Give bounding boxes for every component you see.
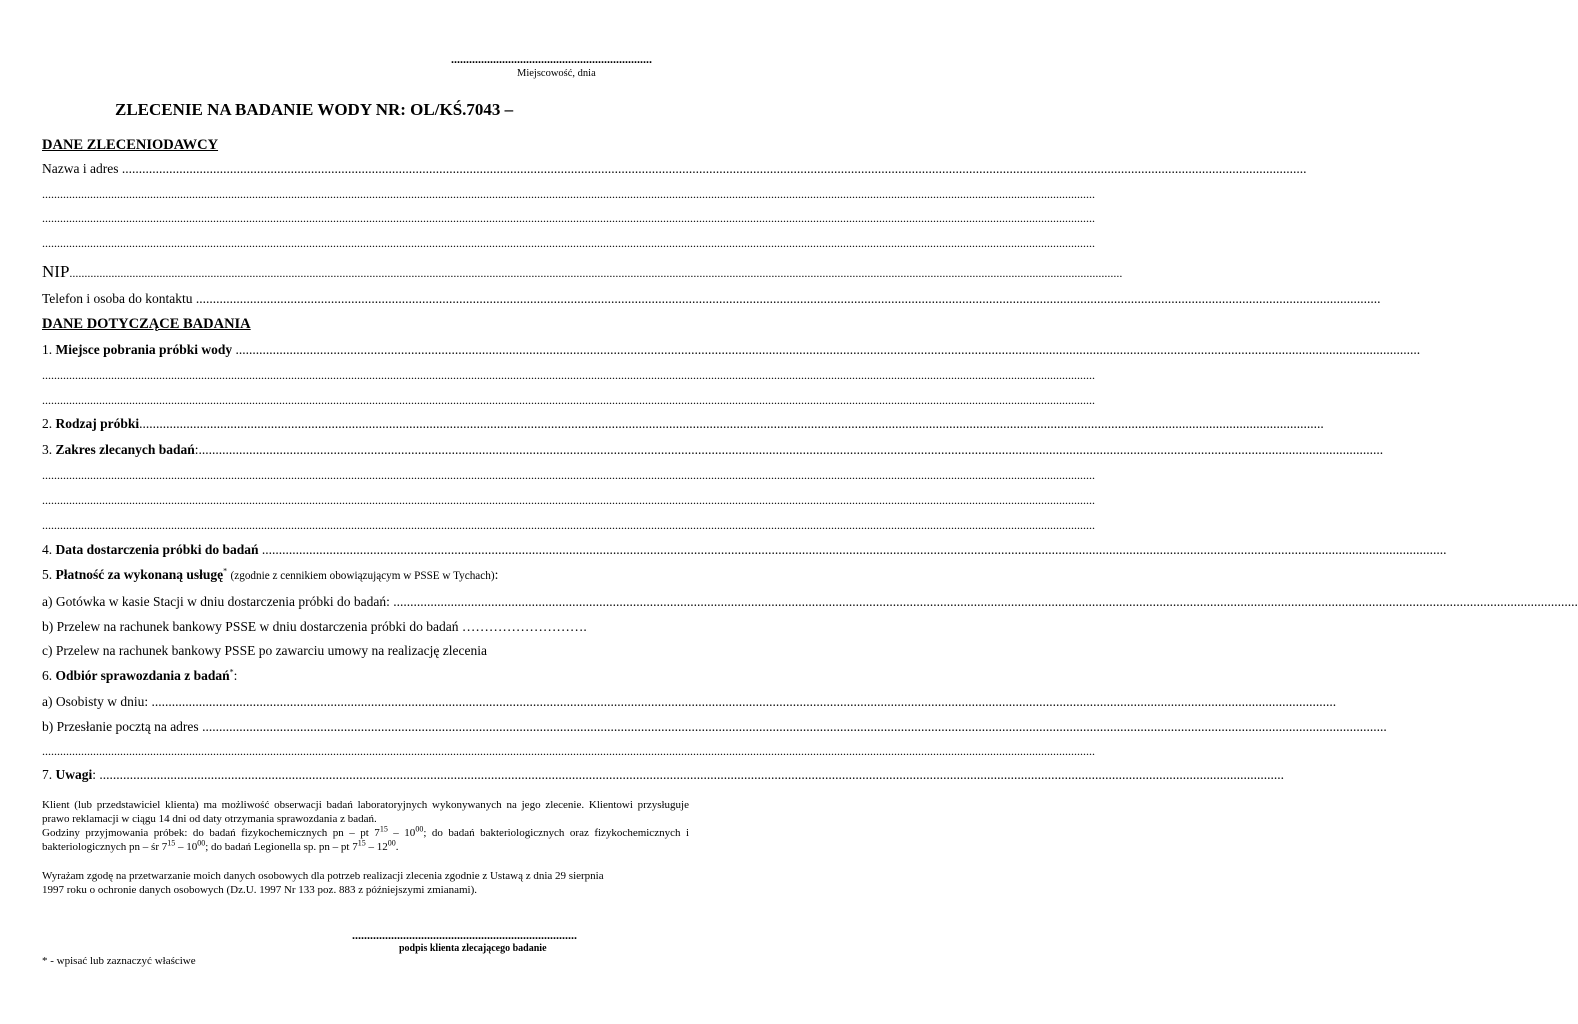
study-section-heading: DANE DOTYCZĄCE BADANIA	[42, 316, 251, 332]
fill-dots: ...............................................................................................................................................................................................................................................................................................................................................................	[393, 594, 1578, 609]
delivery-date-field[interactable]	[42, 542, 1447, 558]
payment-option-transfer-contract[interactable]	[42, 643, 687, 659]
report-mail-field[interactable]	[42, 719, 1387, 735]
signature-line[interactable]: ...........................................................................	[352, 928, 577, 942]
fill-dots: ...............................................................................................................................................................................................................................................................................................................................................................	[198, 442, 1384, 457]
scope-line-3[interactable]: ...............................................................................................................................................................................................................................................................................................................................................................	[42, 493, 1095, 507]
fill-dots: ...............................................................................................................................................................................................................................................................................................................................................................	[69, 266, 1123, 280]
payment-option-cash-label: a) Gotówka w kasie Stacji w dniu dostarczenia próbki do badań:	[42, 594, 390, 609]
place-date-label: Miejscowość, dnia	[517, 68, 596, 79]
fill-dots: ...............................................................................................................................................................................................................................................................................................................................................................	[121, 161, 1307, 176]
colon: :	[494, 567, 499, 582]
place-date-dots: ...................................................................	[451, 52, 652, 66]
sampling-place-field[interactable]	[42, 342, 1421, 358]
nip-label: NIP	[42, 262, 70, 281]
report-pickup-label: Odbiór sprawozdania z badań	[55, 668, 230, 683]
phone-contact-field[interactable]	[42, 291, 1381, 307]
remarks-label: Uwagi	[55, 767, 93, 782]
address-line-4[interactable]: ...............................................................................................................................................................................................................................................................................................................................................................	[42, 236, 1095, 250]
sampling-place-line-3[interactable]: ...............................................................................................................................................................................................................................................................................................................................................................	[42, 393, 1095, 407]
signature-label: podpis klienta zlecającego badanie	[399, 943, 547, 954]
delivery-date-label: Data dostarczenia próbki do badań	[55, 542, 259, 557]
fill-dots: ...............................................................................................................................................................................................................................................................................................................................................................	[235, 342, 1421, 357]
footnote-star: *	[229, 667, 234, 677]
item-number: 5.	[42, 567, 53, 582]
consent-line-1: Wyrażam zgodę na przetwarzanie moich danych osobowych dla potrzeb realizacji zlecenia zgodnie z Ustawą z dnia 29 sierpnia	[42, 870, 604, 882]
fill-dots: ...............................................................................................................................................................................................................................................................................................................................................................	[151, 694, 1337, 709]
consent-line-2: 1997 roku o ochronie danych osobowych (Dz.U. 1997 Nr 133 poz. 883 z późniejszymi zmianami).	[42, 884, 478, 896]
scope-line-2[interactable]: ...............................................................................................................................................................................................................................................................................................................................................................	[42, 468, 1095, 482]
report-pickup-row	[42, 668, 687, 684]
name-address-label: Nazwa i adres	[42, 161, 119, 176]
page-title: ZLECENIE NA BADANIE WODY NR: OL/KŚ.7043 –	[115, 100, 514, 119]
sample-type-label: Rodzaj próbki	[55, 416, 140, 431]
sample-type-field[interactable]	[42, 416, 1324, 432]
footnote-star: *	[223, 566, 228, 576]
payment-row	[42, 567, 687, 583]
report-personal-field[interactable]	[42, 694, 1337, 710]
sampling-place-line-2[interactable]: ...............................................................................................................................................................................................................................................................................................................................................................	[42, 368, 1095, 382]
address-line-3[interactable]: ...............................................................................................................................................................................................................................................................................................................................................................	[42, 211, 1095, 225]
client-section-heading: DANE ZLECENIODAWCY	[42, 137, 219, 153]
payment-option-transfer-delivery-label: b) Przelew na rachunek bankowy PSSE w dniu dostarczenia próbki do badań	[42, 619, 459, 634]
scope-label: Zakres zlecanych badań	[55, 442, 195, 457]
fill-dots: ...............................................................................................................................................................................................................................................................................................................................................................	[139, 416, 1324, 431]
payment-option-transfer-delivery[interactable]	[42, 619, 687, 635]
colon: :	[92, 767, 97, 782]
colon: :	[194, 442, 199, 457]
item-number: 2.	[42, 416, 53, 431]
phone-contact-label: Telefon i osoba do kontaktu	[42, 291, 193, 306]
item-number: 4.	[42, 542, 53, 557]
footnote: * - wpisać lub zaznaczyć właściwe	[42, 955, 196, 967]
fill-dots: ……………………….	[461, 619, 587, 634]
item-number: 1.	[42, 342, 53, 357]
payment-option-cash[interactable]	[42, 594, 1578, 610]
payment-option-transfer-contract-label: c) Przelew na rachunek bankowy PSSE po zawarciu umowy na realizację zlecenia	[42, 643, 487, 658]
item-number: 6.	[42, 668, 53, 683]
fill-dots: ...............................................................................................................................................................................................................................................................................................................................................................	[195, 291, 1381, 306]
sample-hours-note: Godziny przyjmowania próbek: do badań fizykochemicznych pn – pt $7^{15} - 10^{00}$; do badań bakteriologicznych oraz fizykochemicznych i bakteriologicznych pn – śr $7^{15} - 10^{00}$; do badań Legionella sp. pn – pt $7^{15} - 12^{00}$.	[42, 824, 690, 853]
payment-note: (zgodnie z cennikiem obowiązującym w PSSE w Tychach)	[230, 570, 495, 582]
fill-dots: ...............................................................................................................................................................................................................................................................................................................................................................	[202, 719, 1387, 734]
address-line-2[interactable]: ...............................................................................................................................................................................................................................................................................................................................................................	[42, 187, 1095, 201]
item-number: 3.	[42, 442, 53, 457]
colon: :	[233, 668, 238, 683]
remarks-field[interactable]	[42, 767, 1285, 783]
item-number: 7.	[42, 767, 53, 782]
sampling-place-label: Miejsce pobrania próbki wody	[55, 342, 233, 357]
payment-label: Płatność za wykonaną usługę	[55, 567, 224, 582]
report-mail-line-2[interactable]: ...............................................................................................................................................................................................................................................................................................................................................................	[42, 744, 1095, 758]
fill-dots: ...............................................................................................................................................................................................................................................................................................................................................................	[99, 767, 1285, 782]
observation-note: Klient (lub przedstawiciel klienta) ma możliwość obserwacji badań laboratoryjnych wykonywanych na jego zlecenie. Klientowi przysługuje prawo reklamacji w ciągu 14 dni od daty otrzymania sprawozdania z badań.	[42, 799, 689, 825]
report-personal-label: a) Osobisty w dniu:	[42, 694, 149, 709]
report-mail-label: b) Przesłanie pocztą na adres	[42, 719, 199, 734]
name-address-field[interactable]	[42, 161, 1307, 177]
nip-field[interactable]	[42, 262, 1123, 282]
fill-dots: ...............................................................................................................................................................................................................................................................................................................................................................	[261, 542, 1447, 557]
scope-field[interactable]	[42, 442, 1384, 458]
scope-line-4[interactable]: ...............................................................................................................................................................................................................................................................................................................................................................	[42, 518, 1095, 532]
